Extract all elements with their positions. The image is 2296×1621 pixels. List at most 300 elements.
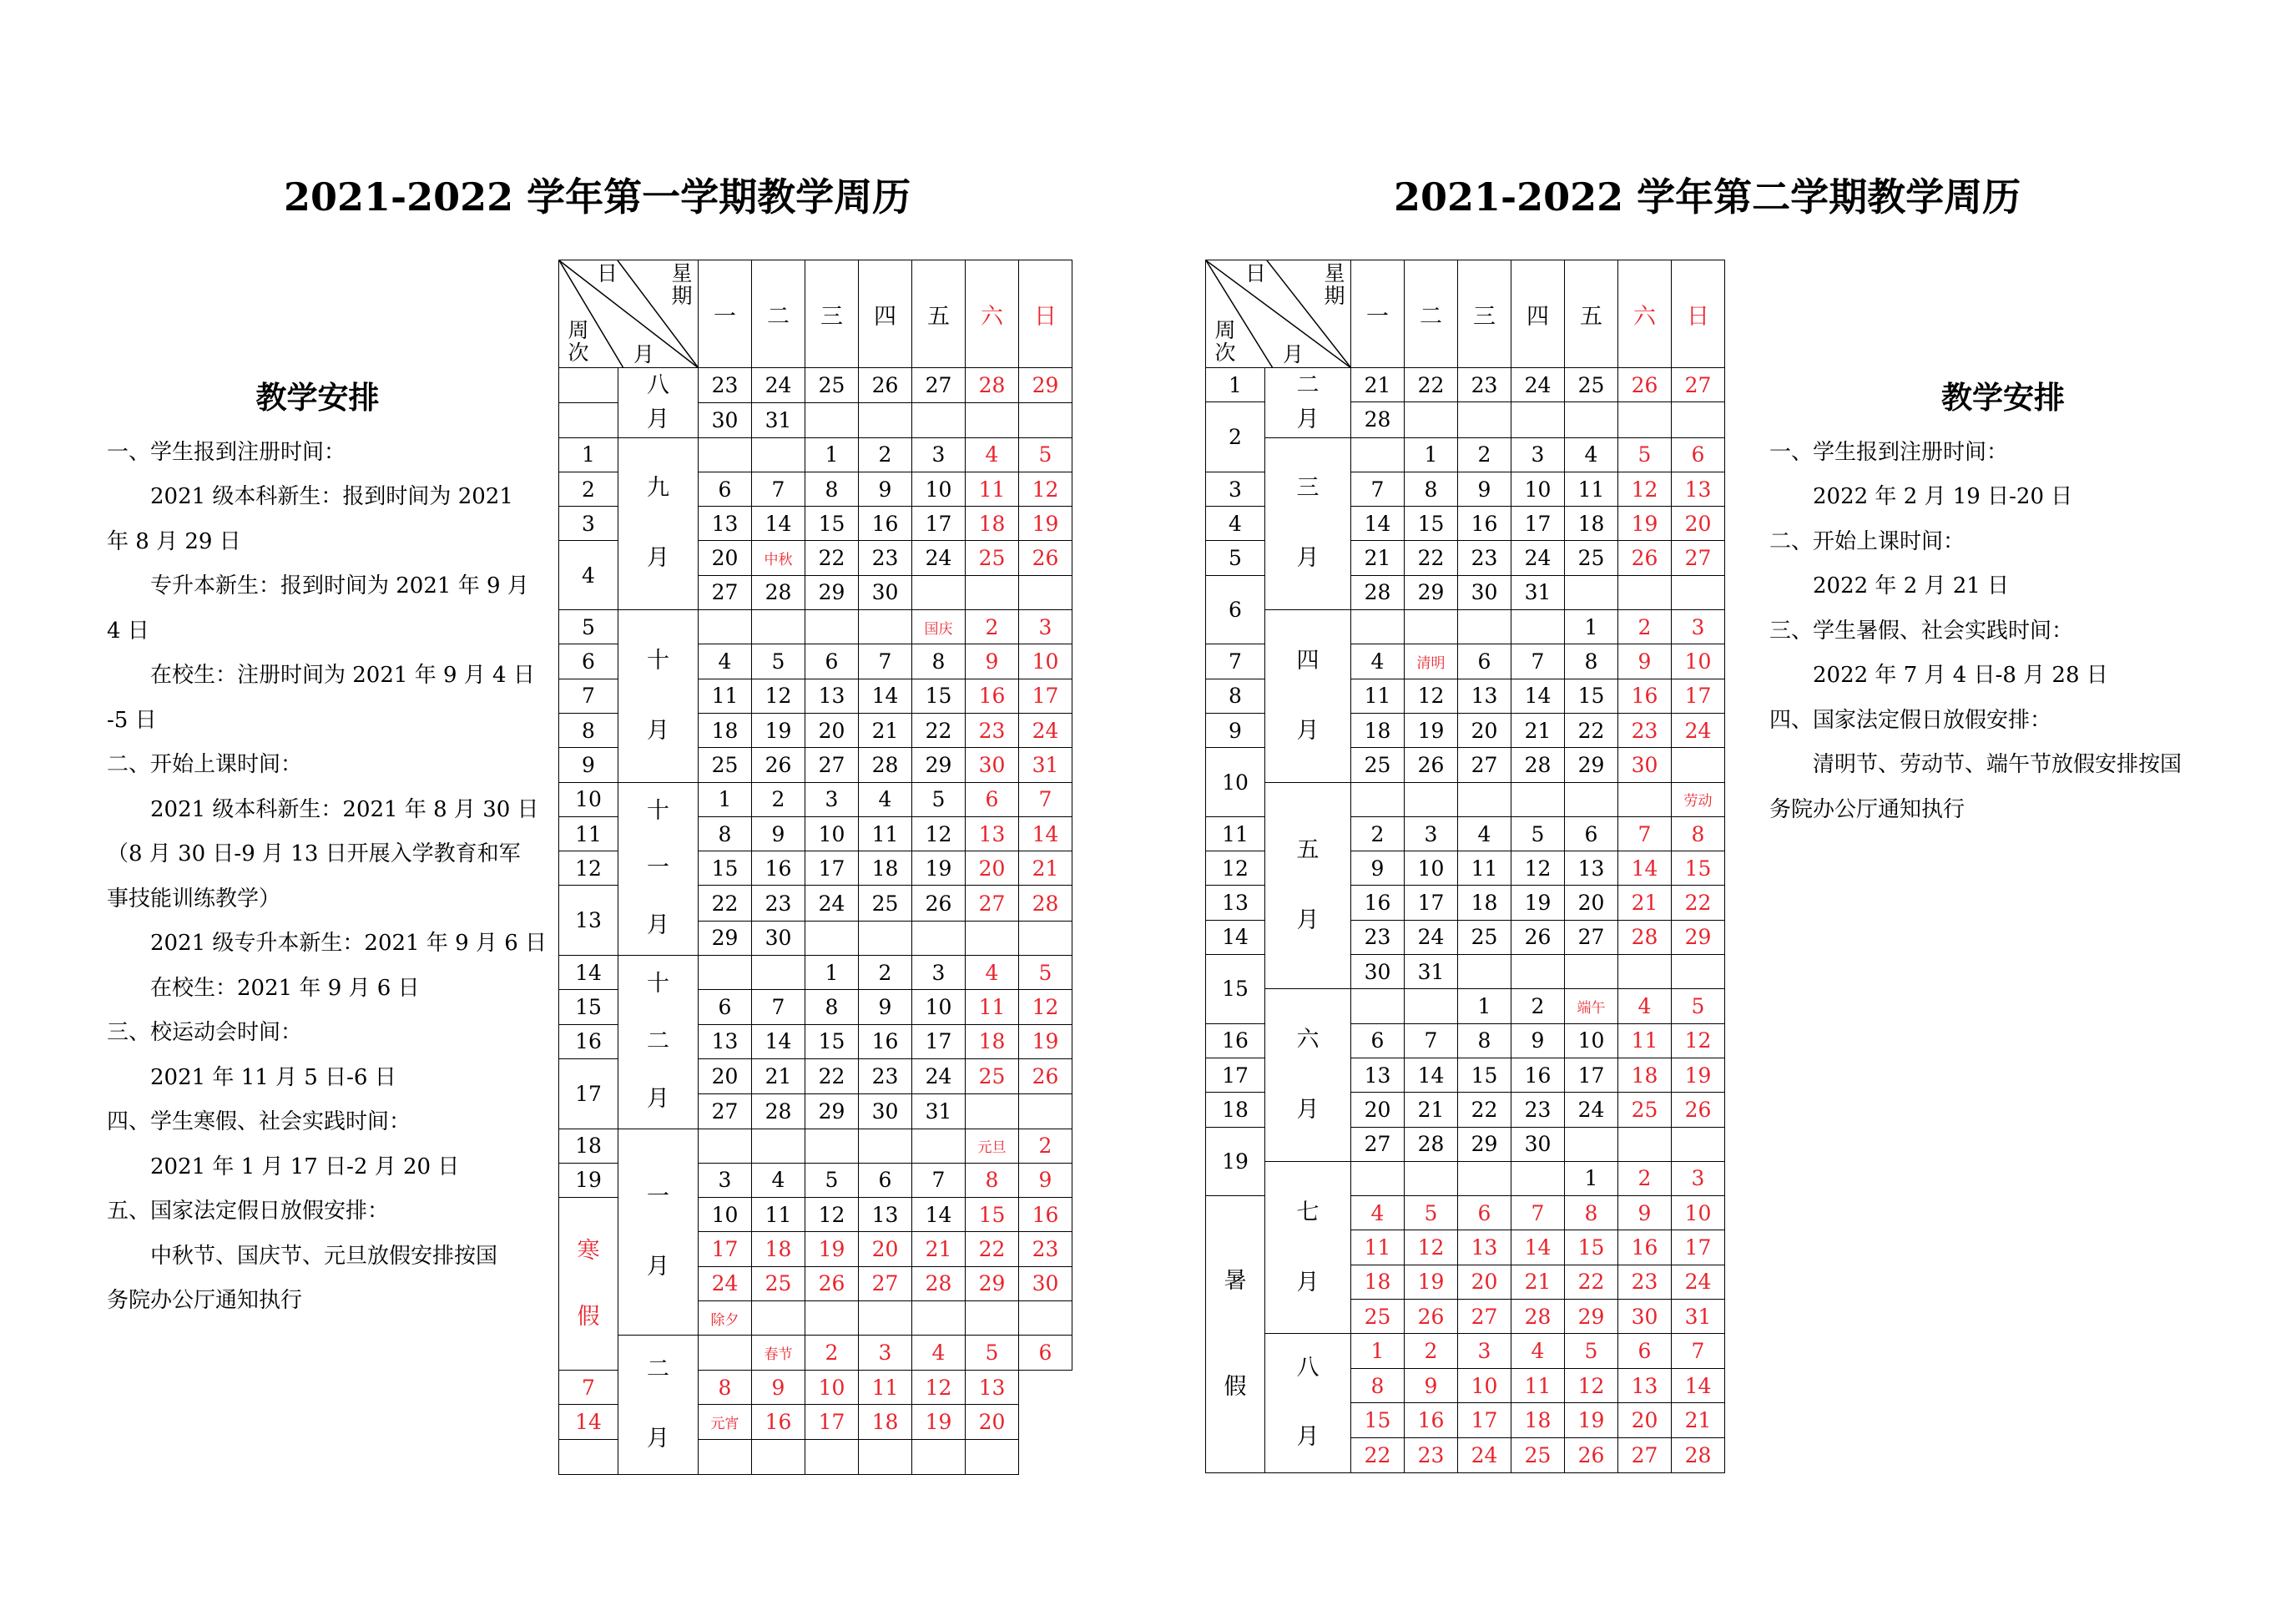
arrangement-line: 中秋节、国庆节、元旦放假安排按国 bbox=[150, 1243, 498, 1269]
weekday-header: 六 bbox=[966, 260, 1019, 368]
day-cell: 14 bbox=[1351, 507, 1405, 541]
day-cell: 18 bbox=[1511, 1403, 1565, 1438]
month-label-char: 月 bbox=[1296, 717, 1320, 744]
semester2-teaching-arrangement bbox=[1769, 376, 2237, 832]
day-cell: 7 bbox=[1511, 644, 1565, 679]
day-cell: 3 bbox=[1019, 610, 1072, 644]
day-cell: 30 bbox=[966, 748, 1019, 782]
empty-day-cell bbox=[1405, 989, 1458, 1023]
day-cell: 30 bbox=[1618, 748, 1672, 782]
arrangement-line: 二、开始上课时间： bbox=[1769, 528, 1965, 554]
day-cell: 15 bbox=[805, 507, 859, 541]
empty-day-cell bbox=[1565, 575, 1618, 609]
week-number-cell: 17 bbox=[559, 1058, 618, 1129]
day-cell: 2 bbox=[1618, 1161, 1672, 1195]
empty-day-cell bbox=[699, 1336, 752, 1371]
day-cell: 18 bbox=[1351, 713, 1405, 747]
empty-day-cell bbox=[1511, 782, 1565, 816]
day-cell: 22 bbox=[1565, 713, 1618, 747]
empty-day-cell bbox=[1618, 1127, 1672, 1161]
day-cell: 27 bbox=[1458, 748, 1511, 782]
day-cell: 18 bbox=[699, 713, 752, 747]
empty-day-cell bbox=[1565, 1127, 1618, 1161]
day-cell: 28 bbox=[1019, 886, 1072, 921]
month-cell bbox=[618, 1336, 699, 1474]
day-cell: 15 bbox=[1565, 1230, 1618, 1265]
vacation-label-char: 寒 bbox=[577, 1237, 600, 1264]
empty-day-cell bbox=[699, 1129, 752, 1163]
day-cell: 9 bbox=[1405, 1368, 1458, 1403]
day-cell: 2 bbox=[1351, 816, 1405, 851]
day-cell: 21 bbox=[1351, 368, 1405, 402]
day-cell: 1 bbox=[1405, 437, 1458, 472]
day-cell: 31 bbox=[1405, 955, 1458, 989]
empty-day-cell bbox=[912, 921, 966, 955]
day-cell: 25 bbox=[966, 1058, 1019, 1093]
day-cell: 4 bbox=[859, 782, 912, 816]
vacation-label-char: 假 bbox=[577, 1303, 600, 1330]
header-week-label: 周次 bbox=[568, 318, 589, 365]
day-cell: 1 bbox=[805, 956, 859, 990]
month-cell bbox=[618, 782, 699, 955]
week-number-cell: 8 bbox=[1206, 679, 1265, 713]
arrangement-line: 2021 级专升本新生：2021 年 9 月 6 日 bbox=[150, 931, 548, 956]
day-cell: 24 bbox=[1019, 713, 1072, 747]
day-cell: 21 bbox=[912, 1232, 966, 1266]
week-number-cell: 18 bbox=[559, 1129, 618, 1163]
month-label-char: 月 bbox=[647, 912, 669, 939]
day-cell: 元旦 bbox=[966, 1129, 1019, 1163]
day-cell: 12 bbox=[1618, 472, 1672, 506]
day-cell: 29 bbox=[1458, 1127, 1511, 1161]
day-cell: 4 bbox=[699, 644, 752, 679]
calendar-row bbox=[1206, 782, 1725, 816]
day-cell: 19 bbox=[1672, 1058, 1725, 1092]
day-cell: 3 bbox=[1672, 610, 1725, 644]
day-cell: 22 bbox=[1458, 1093, 1511, 1127]
week-number-cell: 19 bbox=[559, 1163, 618, 1197]
day-cell: 28 bbox=[752, 1094, 805, 1129]
day-cell: 30 bbox=[859, 1094, 912, 1129]
empty-day-cell bbox=[966, 1439, 1019, 1474]
empty-day-cell bbox=[1672, 748, 1725, 782]
empty-day-cell bbox=[1618, 402, 1672, 437]
day-cell: 2 bbox=[1618, 610, 1672, 644]
day-cell: 5 bbox=[912, 782, 966, 816]
empty-day-cell bbox=[1672, 402, 1725, 437]
day-cell: 10 bbox=[1511, 472, 1565, 506]
week-number-cell: 4 bbox=[559, 541, 618, 610]
empty-day-cell bbox=[1351, 989, 1405, 1023]
day-cell: 11 bbox=[752, 1198, 805, 1232]
day-cell: 25 bbox=[1565, 541, 1618, 575]
month-label-char: 月 bbox=[647, 407, 669, 433]
day-cell: 5 bbox=[805, 1163, 859, 1197]
empty-day-cell bbox=[859, 1439, 912, 1474]
day-cell: 22 bbox=[1405, 541, 1458, 575]
header-day-label: 日 bbox=[597, 261, 618, 285]
day-cell: 6 bbox=[966, 782, 1019, 816]
arrangement-line: -5 日 bbox=[107, 707, 157, 733]
day-cell: 9 bbox=[1511, 1023, 1565, 1058]
week-number-cell: 3 bbox=[559, 507, 618, 541]
semester2-title: 2021-2022 学年第二学期教学周历 bbox=[1394, 174, 2021, 220]
arrangement-line: 专升本新生：报到时间为 2021 年 9 月 bbox=[150, 573, 529, 598]
empty-day-cell bbox=[1511, 610, 1565, 644]
day-cell: 26 bbox=[1618, 368, 1672, 402]
month-label-char: 二 bbox=[647, 1356, 669, 1383]
empty-day-cell bbox=[752, 956, 805, 990]
vacation-label-char: 假 bbox=[1224, 1374, 1247, 1401]
empty-day-cell bbox=[752, 1129, 805, 1163]
day-cell: 3 bbox=[1511, 437, 1565, 472]
day-cell: 5 bbox=[1618, 437, 1672, 472]
day-cell: 28 bbox=[1511, 1300, 1565, 1334]
day-cell: 11 bbox=[699, 679, 752, 713]
day-cell: 26 bbox=[1511, 920, 1565, 954]
calendar-row bbox=[559, 782, 1072, 816]
day-cell: 23 bbox=[1458, 541, 1511, 575]
day-cell: 21 bbox=[1511, 713, 1565, 747]
day-cell: 21 bbox=[1351, 541, 1405, 575]
calendar-row bbox=[559, 368, 1072, 403]
day-cell: 6 bbox=[699, 472, 752, 506]
day-cell: 30 bbox=[1458, 575, 1511, 609]
day-cell: 8 bbox=[1565, 644, 1618, 679]
weekday-header: 四 bbox=[859, 260, 912, 368]
month-label-char: 三 bbox=[1296, 475, 1320, 502]
empty-day-cell bbox=[1019, 1301, 1072, 1336]
empty-day-cell bbox=[966, 402, 1019, 437]
day-cell: 17 bbox=[1405, 886, 1458, 920]
day-cell: 8 bbox=[912, 644, 966, 679]
empty-day-cell bbox=[1019, 402, 1072, 437]
day-cell: 12 bbox=[752, 679, 805, 713]
day-cell: 2 bbox=[859, 437, 912, 472]
day-cell: 4 bbox=[966, 437, 1019, 472]
weekday-header: 二 bbox=[1405, 260, 1458, 368]
weekday-header: 二 bbox=[752, 260, 805, 368]
empty-day-cell bbox=[859, 1129, 912, 1163]
day-cell: 18 bbox=[966, 507, 1019, 541]
arrangement-line: 四、国家法定假日放假安排： bbox=[1769, 707, 2052, 733]
arrangement-line: 在校生：注册时间为 2021 年 9 月 4 日 bbox=[150, 663, 535, 688]
arrangement-line: 一、学生报到注册时间： bbox=[1769, 439, 2009, 465]
day-cell: 13 bbox=[1458, 1230, 1511, 1265]
day-cell: 17 bbox=[1511, 507, 1565, 541]
month-label-char: 七 bbox=[1296, 1199, 1320, 1225]
day-cell: 7 bbox=[912, 1163, 966, 1197]
day-cell: 6 bbox=[1019, 1336, 1072, 1371]
day-cell: 6 bbox=[1565, 816, 1618, 851]
day-cell: 28 bbox=[859, 748, 912, 782]
day-cell: 23 bbox=[1405, 1437, 1458, 1472]
month-label-char: 五 bbox=[1296, 836, 1320, 863]
week-number-cell: 11 bbox=[559, 816, 618, 851]
month-cell bbox=[618, 368, 699, 438]
week-number-cell: 1 bbox=[1206, 368, 1265, 402]
day-cell: 9 bbox=[1458, 472, 1511, 506]
empty-day-cell bbox=[752, 1301, 805, 1336]
day-cell: 2 bbox=[1019, 1129, 1072, 1163]
day-cell: 30 bbox=[859, 575, 912, 609]
day-cell: 25 bbox=[1458, 920, 1511, 954]
week-number-cell: 5 bbox=[1206, 541, 1265, 575]
day-cell: 20 bbox=[1565, 886, 1618, 920]
day-cell: 9 bbox=[859, 990, 912, 1024]
day-cell: 19 bbox=[1565, 1403, 1618, 1438]
day-cell: 22 bbox=[699, 886, 752, 921]
day-cell: 7 bbox=[559, 1370, 618, 1405]
month-label-char: 二 bbox=[647, 1028, 669, 1054]
day-cell: 29 bbox=[1565, 748, 1618, 782]
arrangement-line: 在校生：2021 年 9 月 6 日 bbox=[150, 975, 420, 1001]
day-cell: 21 bbox=[1672, 1403, 1725, 1438]
day-cell: 23 bbox=[1511, 1093, 1565, 1127]
day-cell: 5 bbox=[752, 644, 805, 679]
empty-day-cell bbox=[966, 575, 1019, 609]
day-cell: 22 bbox=[805, 1058, 859, 1093]
day-cell: 24 bbox=[1405, 920, 1458, 954]
day-cell: 10 bbox=[1565, 1023, 1618, 1058]
day-cell: 8 bbox=[1458, 1023, 1511, 1058]
day-cell: 22 bbox=[1672, 886, 1725, 920]
day-cell: 2 bbox=[805, 1336, 859, 1371]
empty-day-cell bbox=[1618, 955, 1672, 989]
empty-day-cell bbox=[1458, 402, 1511, 437]
empty-day-cell bbox=[699, 1439, 752, 1474]
empty-day-cell bbox=[1511, 955, 1565, 989]
day-cell: 15 bbox=[1672, 851, 1725, 886]
day-cell: 11 bbox=[859, 816, 912, 851]
day-cell: 14 bbox=[1405, 1058, 1458, 1092]
day-cell: 7 bbox=[1351, 472, 1405, 506]
day-cell: 16 bbox=[1019, 1198, 1072, 1232]
month-label-char: 六 bbox=[1296, 1027, 1320, 1053]
day-cell: 3 bbox=[912, 956, 966, 990]
day-cell: 27 bbox=[1672, 541, 1725, 575]
empty-day-cell bbox=[559, 1439, 618, 1474]
day-cell: 3 bbox=[699, 1163, 752, 1197]
day-cell: 27 bbox=[1672, 368, 1725, 402]
day-cell: 2 bbox=[1458, 437, 1511, 472]
day-cell: 9 bbox=[1351, 851, 1405, 886]
day-cell: 27 bbox=[699, 575, 752, 609]
weekday-header: 一 bbox=[699, 260, 752, 368]
day-cell: 17 bbox=[912, 507, 966, 541]
weekday-header: 五 bbox=[912, 260, 966, 368]
day-cell: 22 bbox=[1351, 1437, 1405, 1472]
day-cell: 13 bbox=[1672, 472, 1725, 506]
vacation-label-char: 暑 bbox=[1224, 1268, 1247, 1295]
week-number-cell: 16 bbox=[1206, 1023, 1265, 1058]
day-cell: 15 bbox=[966, 1198, 1019, 1232]
empty-day-cell bbox=[1565, 782, 1618, 816]
month-label-char: 四 bbox=[1296, 647, 1320, 674]
arrangement-line: 年 8 月 29 日 bbox=[107, 528, 241, 554]
day-cell: 27 bbox=[1351, 1127, 1405, 1161]
day-cell: 19 bbox=[1618, 507, 1672, 541]
day-cell: 28 bbox=[1405, 1127, 1458, 1161]
week-number-cell: 1 bbox=[559, 437, 618, 472]
month-cell bbox=[1265, 610, 1351, 782]
week-number-cell: 11 bbox=[1206, 816, 1265, 851]
weekday-header: 三 bbox=[805, 260, 859, 368]
week-number-cell: 10 bbox=[1206, 748, 1265, 817]
arrangement-line: 务院办公厅通知执行 bbox=[107, 1288, 303, 1313]
day-cell: 15 bbox=[1565, 679, 1618, 713]
corner-header-cell bbox=[559, 260, 699, 368]
day-cell: 8 bbox=[966, 1163, 1019, 1197]
day-cell: 20 bbox=[1672, 507, 1725, 541]
day-cell: 15 bbox=[1458, 1058, 1511, 1092]
empty-day-cell bbox=[805, 402, 859, 437]
week-number-cell: 9 bbox=[559, 748, 618, 782]
day-cell: 5 bbox=[1019, 437, 1072, 472]
week-number-cell: 8 bbox=[559, 713, 618, 747]
month-label-char: 月 bbox=[1296, 1423, 1320, 1450]
day-cell: 17 bbox=[1565, 1058, 1618, 1092]
day-cell: 12 bbox=[805, 1198, 859, 1232]
day-cell: 7 bbox=[752, 990, 805, 1024]
weekday-header: 五 bbox=[1565, 260, 1618, 368]
day-cell: 中秋 bbox=[752, 541, 805, 575]
empty-day-cell bbox=[1405, 402, 1458, 437]
day-cell: 17 bbox=[1672, 1230, 1725, 1265]
day-cell: 9 bbox=[1618, 644, 1672, 679]
day-cell: 20 bbox=[1351, 1093, 1405, 1127]
day-cell: 6 bbox=[699, 990, 752, 1024]
day-cell: 22 bbox=[966, 1232, 1019, 1266]
day-cell: 3 bbox=[859, 1336, 912, 1371]
day-cell: 11 bbox=[859, 1370, 912, 1405]
day-cell: 18 bbox=[1565, 507, 1618, 541]
day-cell: 29 bbox=[1565, 1300, 1618, 1334]
semester1-teaching-arrangement bbox=[107, 376, 548, 1324]
empty-day-cell bbox=[1458, 610, 1511, 644]
day-cell: 16 bbox=[1458, 507, 1511, 541]
calendar-row bbox=[1206, 437, 1725, 472]
empty-day-cell bbox=[805, 610, 859, 644]
arrangement-heading: 教学安排 bbox=[1941, 379, 2065, 416]
day-cell: 5 bbox=[966, 1336, 1019, 1371]
day-cell: 26 bbox=[752, 748, 805, 782]
day-cell: 10 bbox=[1672, 1196, 1725, 1230]
day-cell: 10 bbox=[912, 472, 966, 506]
day-cell: 1 bbox=[1565, 610, 1618, 644]
arrangement-heading: 教学安排 bbox=[255, 379, 380, 416]
day-cell: 14 bbox=[752, 1024, 805, 1058]
day-cell: 21 bbox=[1511, 1265, 1565, 1299]
day-cell: 9 bbox=[966, 644, 1019, 679]
day-cell: 27 bbox=[1618, 1437, 1672, 1472]
header-week-label: 周次 bbox=[1214, 318, 1236, 365]
day-cell: 2 bbox=[859, 956, 912, 990]
day-cell: 7 bbox=[1405, 1023, 1458, 1058]
day-cell: 10 bbox=[1672, 644, 1725, 679]
day-cell: 1 bbox=[1458, 989, 1511, 1023]
day-cell: 31 bbox=[1672, 1300, 1725, 1334]
day-cell: 18 bbox=[859, 1405, 912, 1440]
empty-day-cell bbox=[752, 1439, 805, 1474]
month-label-char: 一 bbox=[647, 855, 669, 881]
day-cell: 19 bbox=[912, 1405, 966, 1440]
day-cell: 21 bbox=[1019, 851, 1072, 886]
day-cell: 16 bbox=[752, 851, 805, 886]
week-number-cell: 9 bbox=[1206, 713, 1265, 747]
day-cell: 20 bbox=[1618, 1403, 1672, 1438]
empty-day-cell bbox=[1565, 955, 1618, 989]
day-cell: 19 bbox=[1019, 1024, 1072, 1058]
day-cell: 12 bbox=[1405, 679, 1458, 713]
empty-day-cell bbox=[912, 1301, 966, 1336]
arrangement-line: 一、学生报到注册时间： bbox=[107, 439, 346, 465]
day-cell: 26 bbox=[1019, 1058, 1072, 1093]
header-weekday-label: 星期 bbox=[671, 261, 693, 308]
day-cell: 24 bbox=[912, 541, 966, 575]
empty-day-cell bbox=[1405, 782, 1458, 816]
day-cell: 24 bbox=[1565, 1093, 1618, 1127]
day-cell: 5 bbox=[1511, 816, 1565, 851]
day-cell: 15 bbox=[1405, 507, 1458, 541]
day-cell: 23 bbox=[1618, 713, 1672, 747]
day-cell: 春节 bbox=[752, 1336, 805, 1371]
day-cell: 7 bbox=[1511, 1196, 1565, 1230]
empty-day-cell bbox=[1351, 610, 1405, 644]
day-cell: 13 bbox=[966, 816, 1019, 851]
day-cell: 23 bbox=[859, 1058, 912, 1093]
day-cell: 12 bbox=[1511, 851, 1565, 886]
day-cell: 27 bbox=[805, 748, 859, 782]
day-cell: 元宵 bbox=[699, 1405, 752, 1440]
day-cell: 19 bbox=[752, 713, 805, 747]
day-cell: 11 bbox=[1351, 679, 1405, 713]
day-cell: 2 bbox=[966, 610, 1019, 644]
day-cell: 28 bbox=[752, 575, 805, 609]
arrangement-line: 2021 年 1 月 17 日-2 月 20 日 bbox=[150, 1154, 460, 1179]
day-cell: 30 bbox=[1351, 955, 1405, 989]
day-cell: 23 bbox=[966, 713, 1019, 747]
day-cell: 24 bbox=[1672, 1265, 1725, 1299]
day-cell: 16 bbox=[1618, 679, 1672, 713]
empty-day-cell bbox=[805, 1129, 859, 1163]
day-cell: 14 bbox=[1618, 851, 1672, 886]
empty-day-cell bbox=[1351, 437, 1405, 472]
month-label-char: 十 bbox=[647, 797, 669, 824]
day-cell: 15 bbox=[805, 1024, 859, 1058]
month-label-char: 九 bbox=[647, 475, 669, 502]
day-cell: 16 bbox=[752, 1405, 805, 1440]
empty-day-cell bbox=[1672, 955, 1725, 989]
day-cell: 24 bbox=[1458, 1437, 1511, 1472]
week-number-cell: 13 bbox=[1206, 886, 1265, 920]
semester2-calendar-table bbox=[1205, 260, 1725, 1473]
day-cell: 29 bbox=[699, 921, 752, 955]
empty-day-cell bbox=[912, 402, 966, 437]
day-cell: 31 bbox=[912, 1094, 966, 1129]
day-cell: 20 bbox=[1458, 713, 1511, 747]
day-cell: 28 bbox=[1618, 920, 1672, 954]
day-cell: 3 bbox=[1458, 1334, 1511, 1369]
day-cell: 3 bbox=[805, 782, 859, 816]
day-cell: 23 bbox=[1019, 1232, 1072, 1266]
empty-day-cell bbox=[1672, 1127, 1725, 1161]
month-cell bbox=[1265, 368, 1351, 438]
day-cell: 13 bbox=[966, 1370, 1019, 1405]
day-cell: 27 bbox=[966, 886, 1019, 921]
day-cell: 26 bbox=[1565, 1437, 1618, 1472]
day-cell: 13 bbox=[1618, 1368, 1672, 1403]
